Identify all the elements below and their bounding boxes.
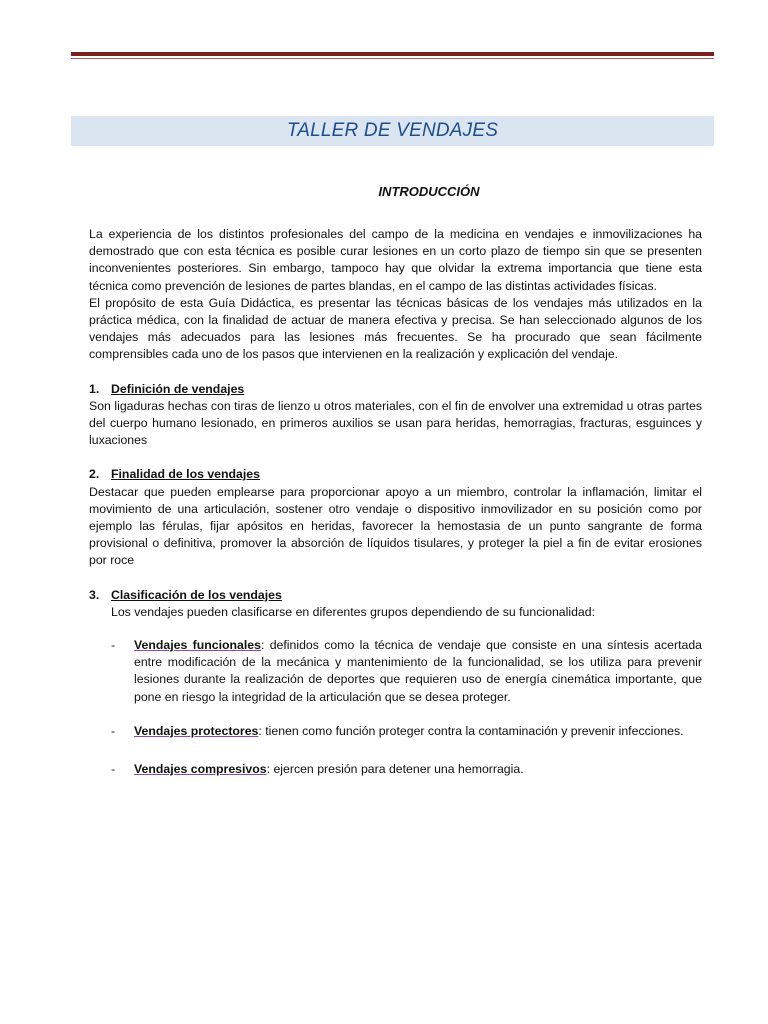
section-title: Finalidad de los vendajes xyxy=(111,467,260,482)
section-title: Definición de vendajes xyxy=(111,381,245,396)
section-title: Clasificación de los vendajes xyxy=(111,587,282,602)
section-definicion xyxy=(89,381,702,450)
header-rule xyxy=(71,52,714,59)
section-body: Destacar que pueden emplearse para proporcionar apoyo a un miembro, controlar la inflamación, limitar el movimiento de una articulación, sostener otro vendaje o dispositivo inmovilizador en su posición como por ejemplo las férulas, fijar apósitos en heridas, favorecer la hemostasia de un punto sangrante de forma provisional o definitiva, promover la absorción de líquidos tisulares, y proteger la piel a fin de evitar erosiones por roce xyxy=(89,484,702,568)
section-clasificacion xyxy=(89,587,702,779)
section-number: 1. xyxy=(89,381,100,396)
term-label: Vendajes compresivos xyxy=(134,762,267,777)
intro-heading: INTRODUCCIÓN xyxy=(378,184,480,199)
term-label: Vendajes funcionales xyxy=(134,638,261,653)
bullet-dash: - xyxy=(111,723,116,738)
section-body: Son ligaduras hechas con tiras de lienzo u otros materiales, con el fin de envolver una extremidad u otras partes del cuerpo humano lesionado, en primeros auxilios se usan para heridas, hemorragias, fracturas, esguinces y luxaciones xyxy=(89,398,702,448)
term-description: : ejercen presión para detener una hemorragia. xyxy=(266,762,524,777)
page-title: TALLER DE VENDAJES xyxy=(286,120,499,141)
section-number: 3. xyxy=(89,587,100,602)
list-item-protectores xyxy=(89,723,702,740)
term-label: Vendajes protectores xyxy=(134,723,259,738)
section-heading xyxy=(89,381,702,398)
section-number: 2. xyxy=(89,467,100,482)
intro-paragraph-2: El propósito de esta Guía Didáctica, es presentar las técnicas básicas de los vendajes más utilizados en la práctica médica, con la finalidad de actuar de manera efectiva y precisa. Se han seleccionado algunos de los vendajes más adecuados para las lesiones más frecuentes. Se ha procurado que sean fácilmente comprensibles cada uno de los pasos que intervienen en la realización y explicación del vendaje. xyxy=(89,295,702,362)
section-heading xyxy=(89,587,702,604)
list-item-text xyxy=(134,761,702,778)
section-body: Los vendajes pueden clasificarse en diferentes grupos dependiendo de su funcionalidad: xyxy=(111,604,596,619)
bullet-dash: - xyxy=(111,638,116,653)
list-item-compresivos xyxy=(89,761,702,778)
list-item-funcionales xyxy=(89,637,702,706)
section-heading xyxy=(89,466,702,483)
intro-paragraph-1: La experiencia de los distintos profesionales del campo de la medicina en vendajes e inmovilizaciones ha demostrado que con esta técnica es posible curar lesiones en un corto plazo de tiempo sin que se presenten inconvenientes posteriores. Sin embargo, tampoco hay que olvidar la extrema importancia que tiene esta técnica como prevención de lesiones de partes blandas, en el campo de las distintas actividades físicas. xyxy=(89,227,702,293)
term-description: : tienen como función proteger contra la contaminación y prevenir infecciones. xyxy=(258,723,684,738)
header-rule-thick xyxy=(71,52,714,56)
list-item-text xyxy=(134,637,702,706)
title-band xyxy=(71,116,714,146)
vendajes-list xyxy=(89,637,702,778)
header-rule-thin xyxy=(71,58,714,59)
document-body xyxy=(89,226,702,795)
bullet-dash: - xyxy=(111,762,116,777)
term-description: : definidos como la técnica de vendaje que consiste en una síntesis acertada entre modificación de la mecánica y mantenimiento de la funcionalidad, se los utiliza para prevenir lesiones durante la realización de deportes que requieren uso de energía cinemática importante, que pone en riesgo la integridad de la articulación que se desea proteger. xyxy=(134,638,703,704)
section-finalidad xyxy=(89,466,702,569)
list-item-text xyxy=(134,723,702,740)
